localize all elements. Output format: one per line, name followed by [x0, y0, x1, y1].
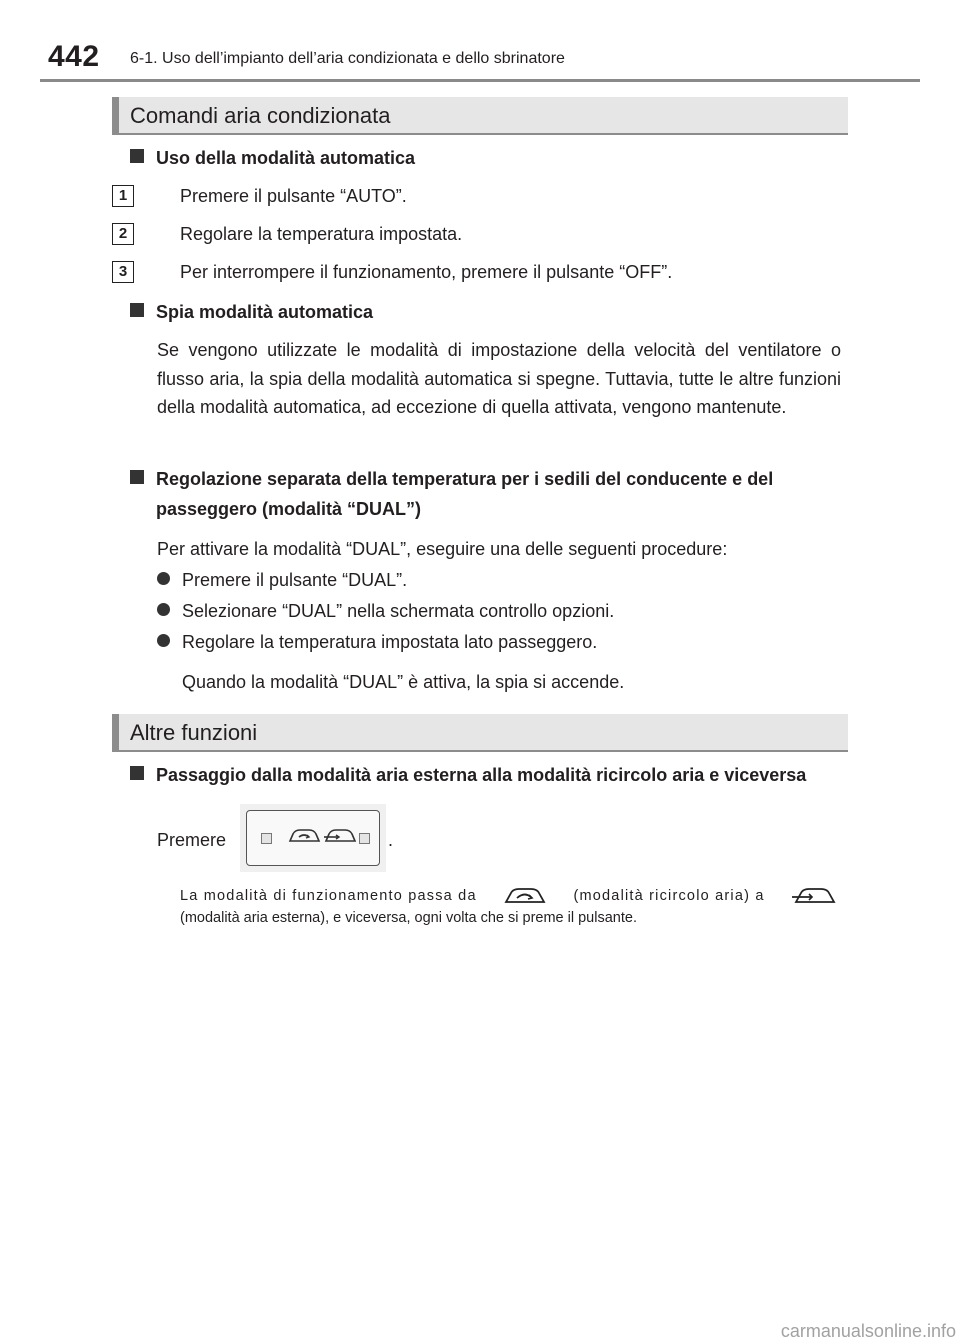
square-bullet-icon	[130, 470, 144, 484]
step-number-3: 3	[112, 261, 134, 283]
square-bullet-icon	[130, 766, 144, 780]
press-label: Premere	[157, 830, 227, 850]
recirculation-air-icon	[287, 825, 321, 847]
step-number-2: 2	[112, 223, 134, 245]
dual-note: Quando la modalità “DUAL” è attiva, la spia si accende.	[182, 672, 625, 692]
step-3-text: Per interrompere il funzionamento, premere il pulsante “OFF”.	[180, 262, 673, 282]
recirculation-air-icon	[502, 884, 548, 908]
header-divider	[40, 79, 920, 82]
panel-frame	[246, 810, 380, 866]
dual-intro: Per attivare la modalità “DUAL”, eseguire una delle seguenti procedure:	[157, 539, 728, 559]
square-bullet-icon	[130, 149, 144, 163]
section-title-ac-controls: Comandi aria condizionata	[112, 97, 848, 135]
chapter-title: 6-1. Uso dell’impianto dell’aria condizionata e dello sbrinatore	[130, 50, 565, 67]
indicator-led-left	[261, 833, 272, 844]
step-2-text: Regolare la temperatura impostata.	[180, 224, 463, 244]
dual-bullet-3: Regolare la temperatura impostata lato passeggero.	[157, 627, 597, 657]
recirc-heading: Passaggio dalla modalità aria esterna alla modalità ricircolo aria e viceversa	[130, 760, 806, 790]
indicator-led-right	[359, 833, 370, 844]
dual-bullet-1: Premere il pulsante “DUAL”.	[157, 565, 407, 595]
indicator-heading: Spia modalità automatica	[130, 297, 373, 327]
square-bullet-icon	[130, 303, 144, 317]
indicator-paragraph: Se vengono utilizzate le modalità di impostazione della velocità del ventilatore o flusso aria, la spia della modalità automatica si spegne. Tuttavia, tutte le altre funzioni della modalità automatica, ad eccezione di quella attivata, vengono mantenute.	[157, 340, 841, 417]
dual-bullet-2: Selezionare “DUAL” nella schermata controllo opzioni.	[157, 596, 614, 626]
recirc-description: La modalità di funzionamento passa da (modalità ricircolo aria) a (modalità aria esterna), e viceversa, ogni volta che si preme il pulsante.	[180, 884, 840, 928]
dual-heading: Regolazione separata della temperatura per i sedili del conducente e del passeggero (modalità “DUAL”)	[130, 464, 844, 524]
round-bullet-icon	[157, 634, 170, 647]
outside-air-icon	[323, 825, 357, 847]
section-title-other-functions: Altre funzioni	[112, 714, 848, 752]
outside-air-icon	[790, 884, 840, 908]
recirculation-button-panel	[240, 804, 386, 872]
round-bullet-icon	[157, 572, 170, 585]
round-bullet-icon	[157, 603, 170, 616]
press-period: .	[388, 830, 394, 850]
step-1-text: Premere il pulsante “AUTO”.	[180, 186, 407, 206]
watermark: carmanualsonline.info	[780, 1321, 956, 1341]
auto-mode-heading: Uso della modalità automatica	[130, 143, 415, 173]
page-number: 442	[48, 40, 100, 73]
step-number-1: 1	[112, 185, 134, 207]
